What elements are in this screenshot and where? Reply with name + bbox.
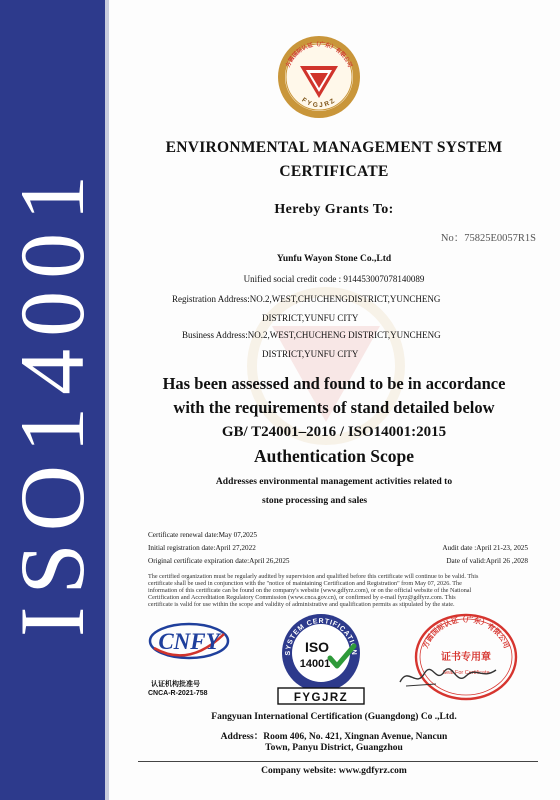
business-address-line2: DISTRICT,YUNFU CITY (262, 349, 359, 359)
scope-title: Authentication Scope (254, 446, 414, 466)
sidebar-iso-title: ISO14001 (1, 162, 103, 638)
sidebar-band (0, 0, 105, 800)
disclaimer-line: certificate is valid for use within the scope and validity of administrative and qualification permits as stipulated by the state. (148, 601, 455, 608)
certificate-number: No：75825E0057R1S (440, 233, 536, 244)
approval-number: CNCA-R-2021-758 (148, 690, 208, 697)
logo-arc-text: 方圆国际认证（广东）有限公司 (285, 41, 353, 69)
badge-iso-text: ISO (304, 639, 330, 655)
fygjrz-logo-icon (276, 34, 362, 120)
valid-date: Date of valid:April 26 ,2028 (446, 557, 528, 565)
disclaimer-line: certificate shall be used in conjunction with the "notice of maintaining Certification and Registration" from May 07, 2026. The (148, 580, 462, 587)
scope-line2: stone processing and sales (262, 496, 368, 506)
seal-arc-text: 方圆国际认证（广东）有限公司 (420, 614, 512, 650)
seal-center-text: 证书专用章 (441, 652, 491, 663)
initial-registration-date: Initial registration date:April 27,2022 (148, 544, 256, 552)
grant-text: Hereby Grants To: (274, 202, 394, 217)
registration-address-line1: Registration Address:NO.2,WEST,CHUCHENGDISTRICT,YUNCHENG (172, 294, 441, 304)
approval-label: 认证机构批准号 (151, 680, 200, 688)
cnfy-logo-text: CNFY (158, 629, 220, 654)
badge-number: 14001 (299, 658, 331, 670)
logo-monogram: FYGJRZ (300, 96, 338, 110)
scope-line1: Addresses environmental management activities related to (215, 477, 453, 487)
certificate-body (112, 0, 556, 800)
issuer-name: Fangyuan International Certification (Guangdong) Co .,Ltd. (211, 712, 457, 722)
company-website: Company website: www.gdfyrz.com (261, 766, 407, 776)
svg-text:方圆国际认证（广东）有限公司 (421, 615, 512, 650)
watermark-logo-icon (246, 286, 406, 446)
issuer-address-line1: Address：Room 406, No. 421, Xingnan Avenue, Nancun (220, 732, 448, 742)
badge-monogram: FYGJRZ (293, 692, 349, 704)
disclaimer-line: Certification and Accreditation Regulatory Commission (www.cnca.gov.cn), or confirmed by e-mail fyrz@gdfyrz.com. This (148, 594, 456, 601)
original-expiration-date: Original certificate expiration date:April 26,2025 (148, 557, 290, 565)
registration-address-line2: DISTRICT,YUNFU CITY (262, 313, 359, 323)
business-address-line1: Business Address:NO.2,WEST,CHUCHENG DISTRICT,YUNCHENG (182, 330, 441, 340)
company-name: Yunfu Wayon Stone Co.,Ltd (276, 254, 392, 264)
certificate-title-line2: CERTIFICATE (279, 163, 389, 180)
cnfy-logo-icon (146, 620, 232, 680)
iso-14001-badge-icon (272, 610, 370, 706)
credit-code: Unified social credit code : 914453007078140089 (243, 274, 425, 284)
issuer-address-line2: Town, Panyu District, Guangzhou (265, 743, 403, 753)
audit-date: Audit date :April 21-23, 2025 (442, 544, 528, 552)
badge-ring-text: SYSTEM CERTIFICATION (284, 617, 358, 656)
renewal-date: Certificate renewal date:May 07,2025 (148, 531, 257, 539)
signature-icon (396, 662, 500, 692)
disclaimer-line: The certified organization must be regularly audited by supervision and qualified before this certificate will continue to be valid. This (148, 573, 479, 580)
assessed-line2: with the requirements of stand detailed below (173, 398, 495, 417)
standard-text: GB/ T24001–2016 / ISO14001:2015 (221, 424, 447, 440)
footer-divider (138, 761, 538, 762)
disclaimer-line: information of this certificate can be found on the company's website (www.gdfyrz.com), or on the official website of the National (148, 587, 472, 594)
assessed-line1: Has been assessed and found to be in accordance (162, 374, 506, 393)
seal-sub-text: Seal For Certificate (442, 670, 490, 676)
certificate-title-line1: ENVIRONMENTAL MANAGEMENT SYSTEM (165, 139, 503, 156)
sidebar-divider (105, 0, 109, 800)
